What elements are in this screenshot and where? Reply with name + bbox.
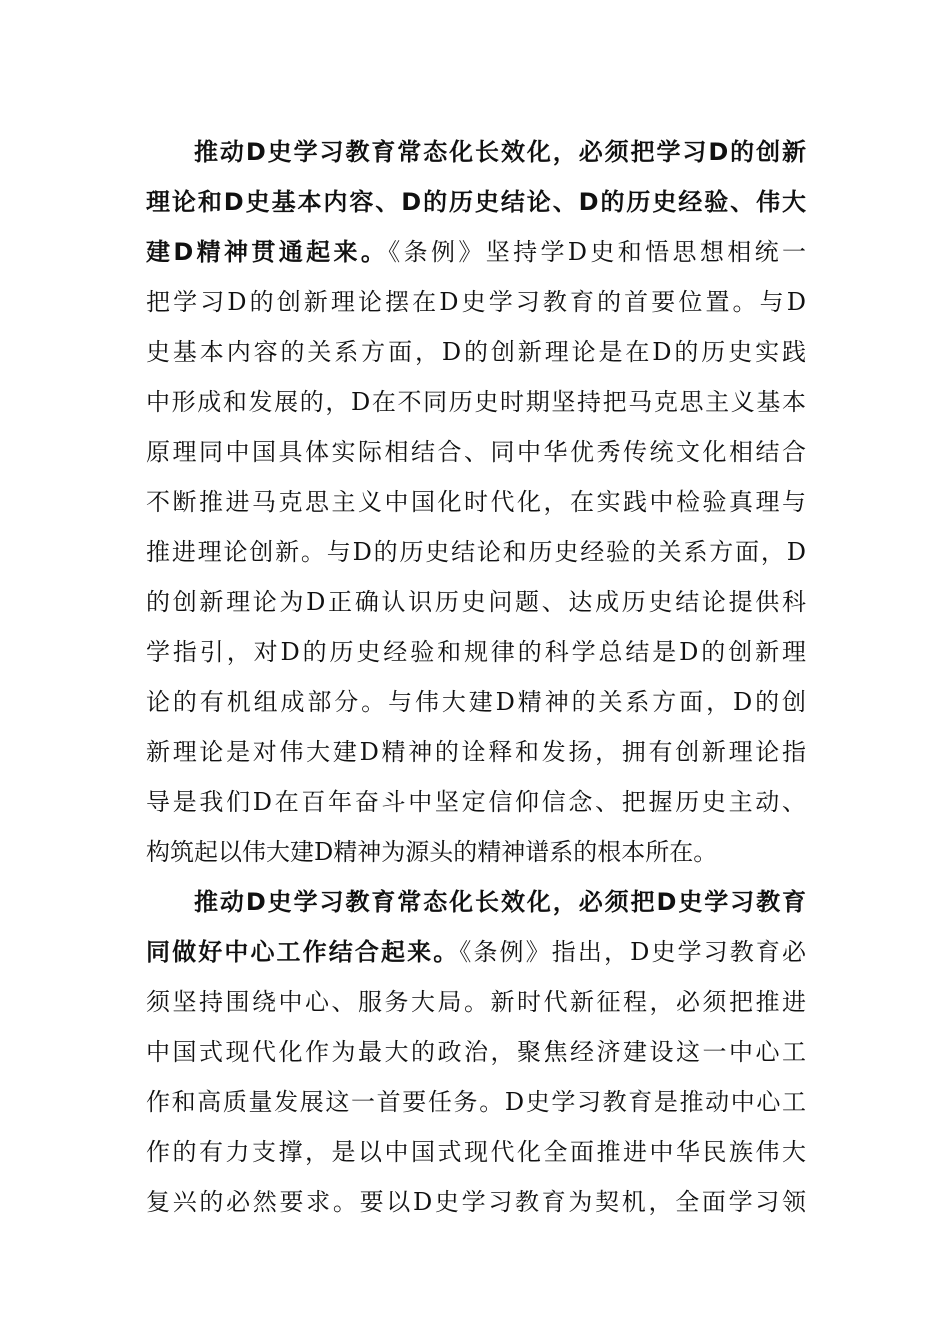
paragraph-1-line-3 [146,227,806,277]
paragraph-2-line-6: 作的有力支撑，是以中国式现代化全面推进中华民族伟大 [146,1138,806,1166]
paragraph-1-line-14: 导是我们D在百年奋斗中坚定信仰信念、把握历史主动、 [146,788,806,816]
paragraph-1-line-1: 推动D史学习教育常态化长效化，必须把学习D的创新 [194,138,806,166]
paragraph-2-line-3: 须坚持围绕中心、服务大局。新时代新征程，必须把推进 [146,988,806,1016]
paragraph-1-line-5: 史基本内容的关系方面，D的创新理论是在D的历史实践 [146,338,806,366]
document-page [146,127,806,1227]
paragraph-1-lead-end: 建D精神贯通起来。 [146,238,389,266]
paragraph-1 [146,127,806,877]
paragraph-2-line-1: 推动D史学习教育常态化长效化，必须把D史学习教育 [194,888,806,916]
paragraph-2-line-4: 中国式现代化作为最大的政治，聚焦经济建设这一中心工 [146,1038,806,1066]
paragraph-2 [146,877,806,1227]
paragraph-1-line-12: 论的有机组成部分。与伟大建D精神的关系方面，D的创 [146,688,806,716]
paragraph-1-line-13: 新理论是对伟大建D精神的诠释和发扬，拥有创新理论指 [146,738,806,766]
paragraph-1-line-6: 中形成和发展的，D在不同历史时期坚持把马克思主义基本 [146,388,806,416]
paragraph-1-line-2: 理论和D史基本内容、D的历史结论、D的历史经验、伟大 [146,188,806,216]
paragraph-2-line-7: 复兴的必然要求。要以D史学习教育为契机，全面学习领 [146,1188,806,1216]
paragraph-1-line-7: 原理同中国具体实际相结合、同中华优秀传统文化相结合 [146,438,806,466]
paragraph-1-line-15: 构筑起以伟大建D精神为源头的精神谱系的根本所在。 [146,838,718,866]
paragraph-1-line-11: 学指引，对D的历史经验和规律的科学总结是D的创新理 [146,638,806,666]
paragraph-1-line-4: 把学习D的创新理论摆在D史学习教育的首要位置。与D [146,288,806,316]
paragraph-2-line-2-rest: 《条例》指出，D史学习教育必 [459,938,806,966]
paragraph-1-line-3-rest: 《条例》坚持学D史和悟思想相统一 [388,238,806,266]
paragraph-1-line-9: 推进理论创新。与D的历史结论和历史经验的关系方面，D [146,538,806,566]
paragraph-1-line-8: 不断推进马克思主义中国化时代化，在实践中检验真理与 [146,488,806,516]
paragraph-1-line-10: 的创新理论为D正确认识历史问题、达成历史结论提供科 [146,588,806,616]
paragraph-2-line-5: 作和高质量发展这一首要任务。D史学习教育是推动中心工 [146,1088,806,1116]
paragraph-2-lead-end: 同做好中心工作结合起来。 [146,938,460,966]
paragraph-2-line-2 [146,927,806,977]
